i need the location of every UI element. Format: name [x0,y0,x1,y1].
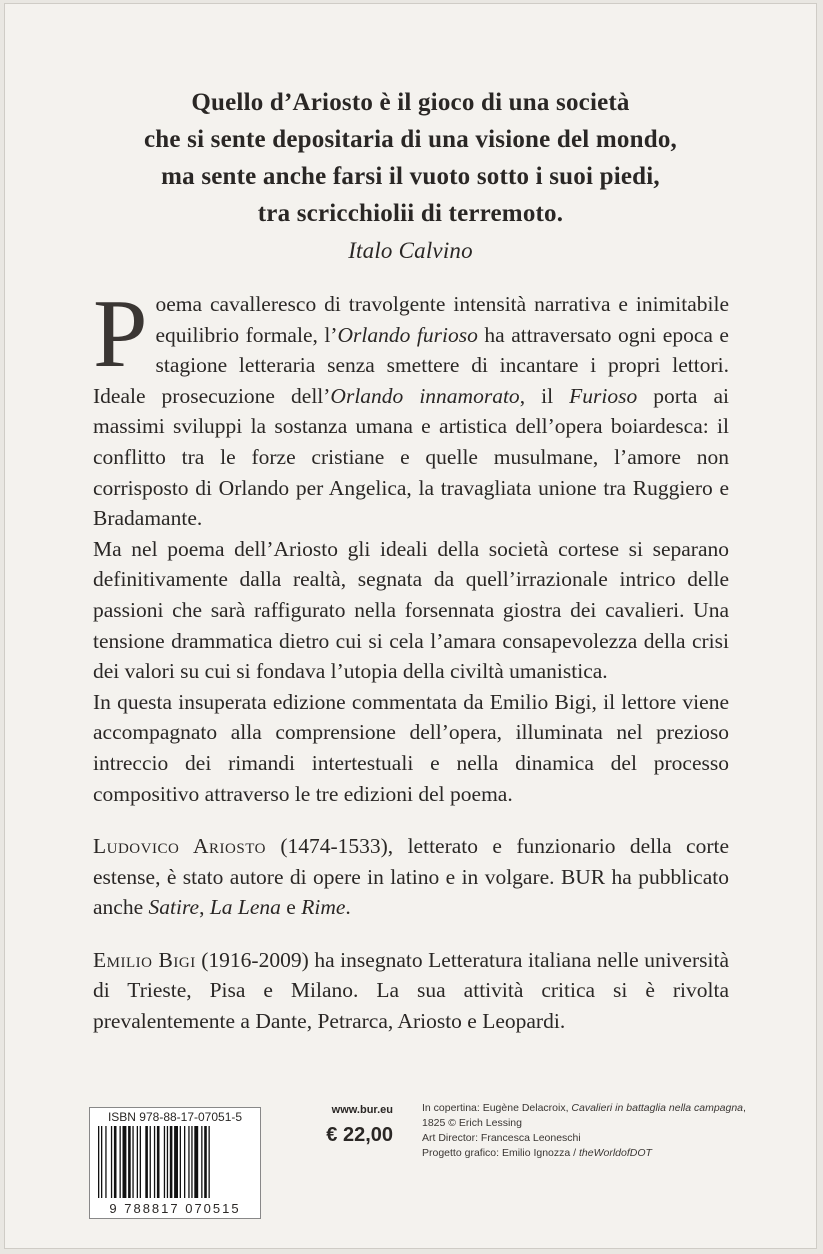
text-run: Progetto grafico: Emilio Ignozza / [422,1147,579,1159]
author-bio [93,831,729,923]
blurb [93,280,729,1037]
text-run: In copertina: Eugène Delacroix, [422,1102,572,1114]
epigraph-line: Quello d’Ariosto è il gioco di una società [191,89,630,116]
credit-art-director: Art Director: Francesca Leoneschi [422,1132,581,1144]
drop-cap: P [93,280,148,388]
editor-name: Emilio Bigi [93,947,196,972]
text-run: oema cavalleresco di travolgente intensità narrativa e inimitabile equilibrio formale, l’ [155,292,729,347]
title-italic: La Lena [209,895,281,920]
title-italic: Orlando furioso [337,322,478,347]
text-run: , il [519,383,570,408]
barcode-bars [98,1126,252,1198]
blurb-paragraph-3: In questa insuperata edizione commentata da Emilio Bigi, il lettore viene accompagnato alla comprensione dell’opera, illuminata nel prezioso intreccio dei rimandi intertestuali e nella dinamica del processo compositivo attraverso le tre edizioni del poema. [93,689,729,806]
title-italic: Rime [301,895,346,920]
epigraph-line: tra scricchiolii di terremoto. [257,200,564,227]
price-block [307,1104,393,1147]
book-back-cover [4,3,817,1249]
title-italic: Cavalieri in battaglia nella campagna [571,1102,744,1114]
editor-bio [93,945,729,1037]
author-name: Ludovico Ariosto [93,834,266,859]
title-italic: theWorldofDOT [579,1147,652,1159]
epigraph [5,84,816,269]
barcode-digits: 9 788817 070515 [109,1201,241,1216]
price: € 22,00 [326,1124,393,1146]
title-italic: Furioso [569,383,638,408]
publisher-url: www.bur.eu [331,1104,393,1116]
text-run: , [199,895,210,920]
title-italic: Satire [148,895,200,920]
blurb-paragraph-2: Ma nel poema dell’Ariosto gli ideali della società cortese si separano definitivamente dalla realtà, segnata da quell’irrazionale intrico delle passioni che sarà raffigurato nella forsennata giostra dei cavalieri. Una tensione drammatica dietro cui si cela l’amara consapevolezza della crisi dei valori su cui si fondava l’utopia della civiltà umanistica. [93,536,729,684]
epigraph-line: che si sente depositaria di una visione del mondo, [144,126,677,153]
text-run: (1474-1533), letterato e funzionario della corte estense, è stato autore di opere in latino e in volgare. BUR ha pubblicato anche [93,834,729,920]
title-italic: Orlando innamorato [330,383,520,408]
text-run: . [345,895,351,920]
credit-graphic-design [422,1146,762,1161]
text-run: (1916-2009) ha insegnato Letteratura italiana nelle università di Trieste, Pisa e Milano. La sua attività critica si è rivolta prevalentemente a Dante, Petrarca, Ariosto e Leopardi. [93,947,729,1034]
isbn-barcode [89,1107,261,1219]
text-run: e [280,895,302,920]
text-run: porta ai massimi sviluppi la sostanza umana e artistica dell’opera boiardesca: il conflitto tra le forze cristiane e quelle musulmane, l’amore non corrisposto di Orlando per Angelica, la travagliata unione tra Ruggiero e Bradamante. [93,383,729,531]
text-run: , 1825 © Erich Lessing [422,1102,746,1129]
text-run: ha attraversato ogni epoca e stagione letteraria senza smettere di incantare i propri lettori. Ideale prosecuzione dell’ [93,322,729,408]
blurb-paragraph-1 [93,280,729,534]
epigraph-author: Italo Calvino [348,238,473,263]
credit-cover-art [422,1101,762,1131]
cover-credits [422,1101,762,1161]
epigraph-line: ma sente anche farsi il vuoto sotto i suoi piedi, [161,163,660,190]
isbn-label: ISBN 978-88-17-07051-5 [107,1110,243,1124]
